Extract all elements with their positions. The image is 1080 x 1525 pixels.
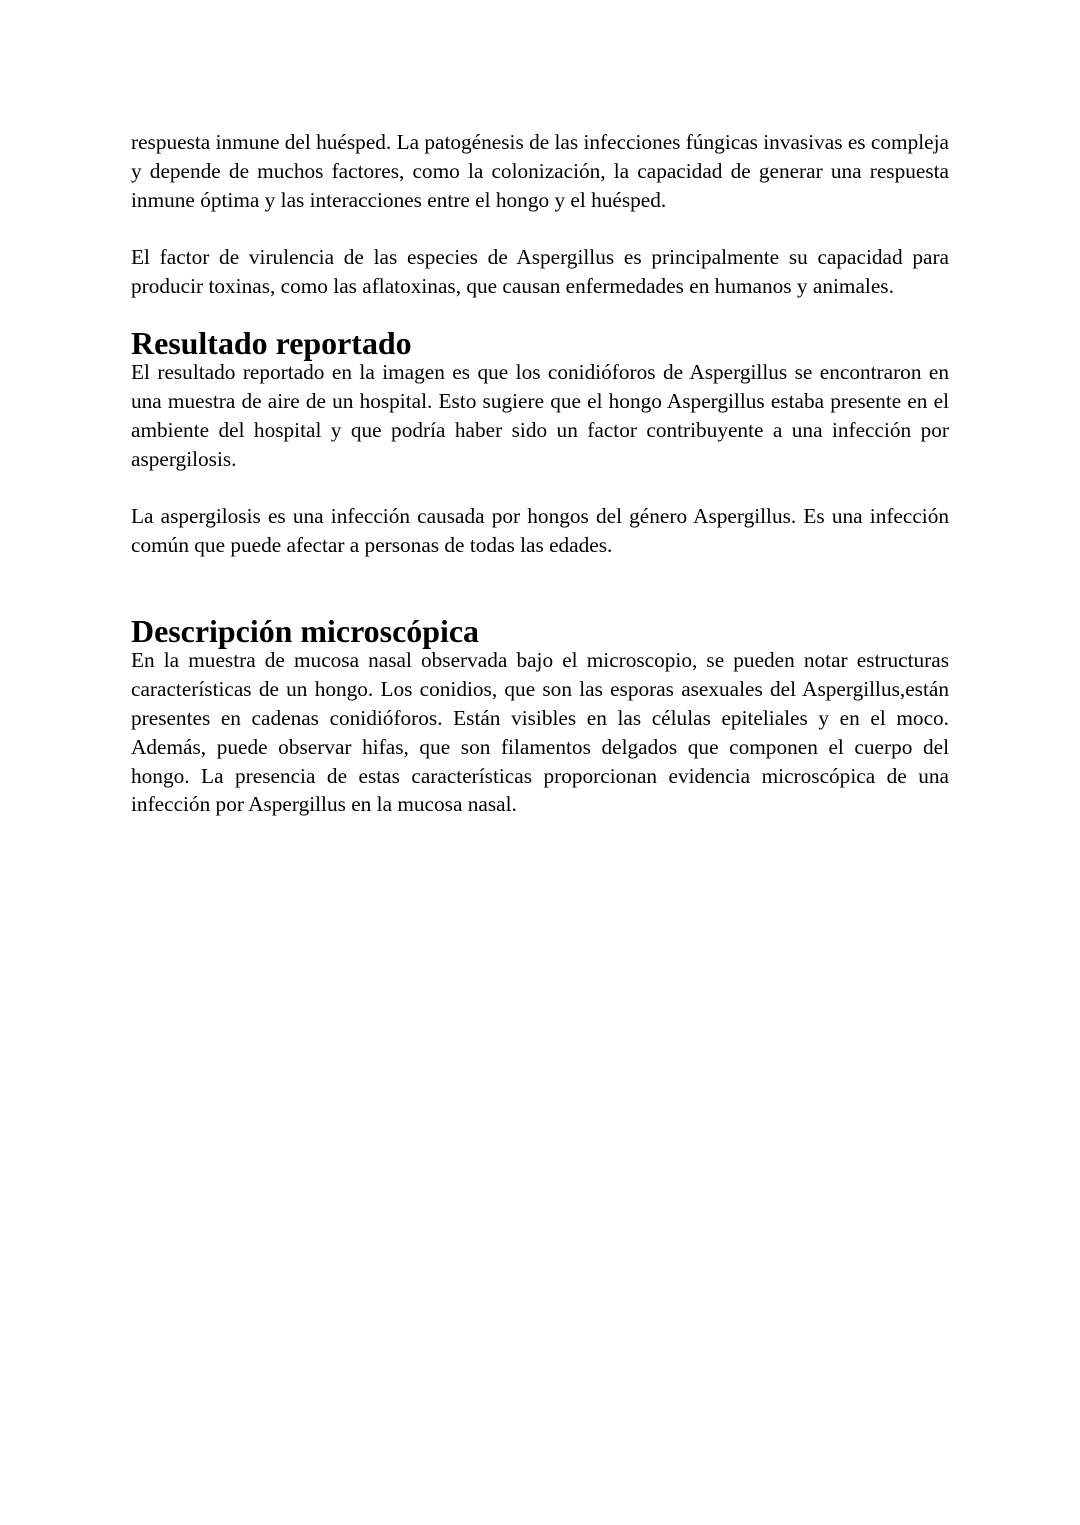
paragraph-spacer — [131, 474, 949, 503]
paragraph-resultado: El resultado reportado en la imagen es que los conidióforos de Aspergillus se encontraron en una muestra de aire de un hospital. Esto sugiere que el hongo Aspergillus estaba presente en el ambiente del hospital y que podría haber sido un factor contribuyente a una infección por aspergilosis. — [131, 360, 949, 471]
paragraph-descripcion: En la muestra de mucosa nasal observada bajo el microscopio, se pueden notar estructuras características de un hongo. Los conidios, que son las esporas asexuales del Aspergillus,están presentes en cadenas conidióforos. Están visibles en las células epiteliales y en el moco. Además, puede observar hifas, que son filamentos delgados que componen el cuerpo del hongo. La presencia de estas características proporcionan evidencia microscópica de una infección por Aspergillus en la mucosa nasal. — [131, 648, 949, 817]
section-spacer — [131, 560, 949, 618]
heading-resultado-reportado: Resultado reportado — [131, 325, 412, 361]
section-descripcion-microscopica — [131, 613, 949, 820]
paragraph-virulencia: El factor de virulencia de las especies de Aspergillus es principalmente su capacidad para producir toxinas, como las aflatoxinas, que causan enfermedades en humanos y animales. — [131, 245, 949, 298]
paragraph-spacer — [131, 214, 949, 243]
section-resultado-reportado — [131, 325, 949, 560]
heading-descripcion-microscopica: Descripción microscópica — [131, 613, 479, 649]
paragraph-aspergilosis: La aspergilosis es una infección causada por hongos del género Aspergillus. Es una infección común que puede afectar a personas de todas las edades. — [131, 504, 949, 558]
document-page — [131, 128, 949, 819]
paragraph-patogenesis: respuesta inmune del huésped. La patogénesis de las infecciones fúngicas invasivas es compleja y depende de muchos factores, como la colonización, la capacidad de generar una respuesta inmune óptima y las interacciones entre el hongo y el huésped. — [131, 130, 949, 212]
